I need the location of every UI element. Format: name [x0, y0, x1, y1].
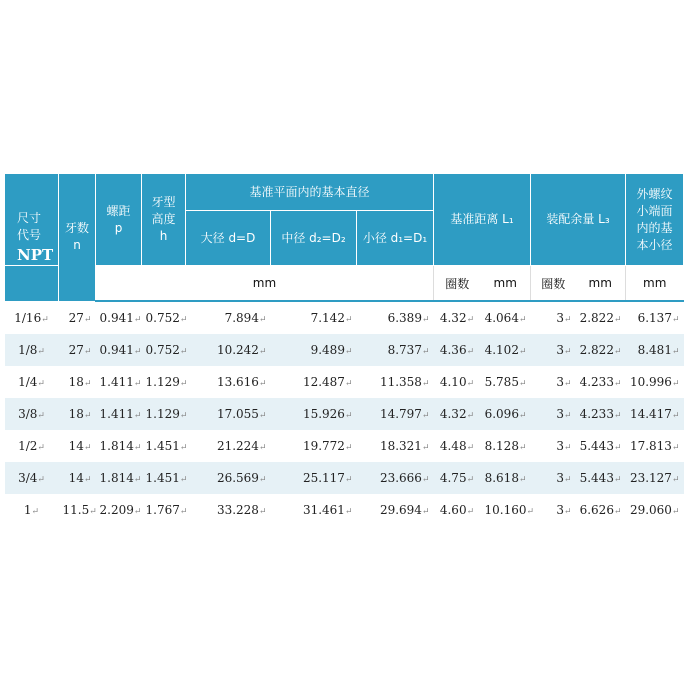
header-size: 尺寸: [17, 211, 42, 225]
cell-gauge-mm: [481, 334, 531, 366]
return-mark: ↵: [179, 379, 188, 389]
cell-value: 2.822: [579, 343, 614, 357]
cell-value: 4.233: [579, 407, 614, 421]
header-tpi-symbol: n: [73, 238, 81, 253]
return-mark: ↵: [466, 411, 475, 421]
cell-value: 5.443: [579, 439, 614, 453]
return-mark: ↵: [518, 411, 527, 421]
header-minor-diameter: 小径 d₁=D₁: [357, 211, 434, 266]
cell-gauge-mm: [481, 430, 531, 462]
cell-minor-diameter: [357, 494, 434, 526]
cell-value: 1.411: [99, 407, 134, 421]
cell-value: 1.814: [99, 471, 134, 485]
cell-value: 4.36: [439, 343, 467, 357]
cell-value: 6.389: [387, 311, 422, 325]
return-mark: ↵: [258, 411, 267, 421]
cell-value: 26.569: [216, 471, 259, 485]
cell-pitch: [96, 430, 142, 462]
return-mark: ↵: [179, 347, 188, 357]
return-mark: ↵: [258, 507, 267, 517]
cell-gauge-mm: [481, 366, 531, 398]
cell-value: 4.102: [484, 343, 519, 357]
cell-makeup-turns: [531, 462, 576, 494]
cell-pitch: [96, 301, 142, 334]
return-mark: ↵: [258, 347, 267, 357]
cell-value: 3: [556, 503, 564, 517]
cell-tpi: [59, 366, 96, 398]
header-size-code: [5, 174, 59, 266]
cell-value: 23.127: [629, 471, 672, 485]
return-mark: ↵: [466, 315, 475, 325]
table-header: [5, 174, 684, 302]
cell-value: 11.358: [379, 375, 422, 389]
cell-size: [5, 430, 59, 462]
header-pitch-diameter: 中径 d₂=D₂: [271, 211, 357, 266]
cell-major-diameter: [186, 430, 271, 462]
cell-gauge-mm: [481, 462, 531, 494]
return-mark: ↵: [37, 379, 45, 389]
cell-value: 8.481: [637, 343, 672, 357]
return-mark: ↵: [518, 347, 527, 357]
cell-makeup-turns: [531, 398, 576, 430]
cell-minor-diameter: [357, 430, 434, 462]
cell-value: 2.209: [99, 503, 134, 517]
cell-value: 6.137: [637, 311, 672, 325]
cell-value: 18: [68, 407, 84, 421]
cell-major-diameter: [186, 398, 271, 430]
cell-value: 1/2: [18, 439, 38, 453]
cell-makeup-mm: [576, 366, 626, 398]
header-tpi-label: 牙数: [64, 221, 89, 236]
cell-gauge-turns: [434, 430, 481, 462]
header-pitch: [96, 174, 142, 266]
return-mark: ↵: [37, 475, 45, 485]
cell-value: 18.321: [379, 439, 422, 453]
cell-minor-diameter: [357, 301, 434, 334]
cell-value: 5.443: [579, 471, 614, 485]
cell-value: 21.224: [216, 439, 259, 453]
cell-value: 17.055: [216, 407, 259, 421]
cell-value: 6.096: [484, 407, 519, 421]
return-mark: ↵: [671, 315, 680, 325]
header-thread-height: [142, 174, 186, 266]
unit-turns-1: 圈数: [434, 266, 481, 302]
cell-value: 4.75: [439, 471, 467, 485]
cell-value: 0.941: [99, 311, 134, 325]
return-mark: ↵: [563, 315, 572, 325]
cell-gauge-turns: [434, 301, 481, 334]
header-gauge-length: 基准距离 L₁: [434, 174, 531, 266]
cell-major-diameter: [186, 462, 271, 494]
cell-gauge-turns: [434, 366, 481, 398]
header-external-minor: [626, 174, 684, 266]
return-mark: ↵: [41, 314, 49, 325]
return-mark: ↵: [179, 315, 188, 325]
cell-external-minor: [626, 430, 684, 462]
return-mark: ↵: [466, 379, 475, 389]
npt-thread-table: [4, 173, 684, 526]
cell-value: 7.894: [224, 311, 259, 325]
cell-makeup-turns: [531, 301, 576, 334]
cell-external-minor: [626, 462, 684, 494]
cell-value: 3: [556, 343, 564, 357]
cell-makeup-mm: [576, 462, 626, 494]
return-mark: ↵: [179, 443, 188, 453]
cell-value: 3: [556, 439, 564, 453]
return-mark: ↵: [133, 347, 142, 357]
cell-makeup-mm: [576, 398, 626, 430]
cell-value: 23.666: [379, 471, 422, 485]
cell-thread-height: [142, 494, 186, 526]
cell-thread-height: [142, 334, 186, 366]
return-mark: ↵: [671, 443, 680, 453]
cell-external-minor: [626, 398, 684, 430]
cell-value: 14: [68, 471, 84, 485]
return-mark: ↵: [613, 411, 622, 421]
cell-value: 1/16: [14, 310, 42, 325]
cell-external-minor: [626, 301, 684, 334]
cell-thread-height: [142, 462, 186, 494]
return-mark: ↵: [613, 347, 622, 357]
return-mark: ↵: [133, 315, 142, 325]
return-mark: ↵: [258, 475, 267, 485]
cell-value: 4.60: [439, 503, 467, 517]
table-row: [5, 366, 684, 398]
cell-value: 29.060: [629, 503, 672, 517]
return-mark: ↵: [133, 411, 142, 421]
header-ext-line2: 小端面: [636, 203, 673, 218]
cell-value: 3/4: [18, 471, 38, 485]
return-mark: ↵: [179, 507, 188, 517]
cell-value: 3: [556, 375, 564, 389]
cell-value: 9.489: [310, 343, 345, 357]
header-tpi: [59, 174, 96, 302]
unit-mm-main: mm: [96, 266, 434, 302]
return-mark: ↵: [89, 507, 97, 517]
cell-value: 1: [23, 503, 32, 517]
cell-size: [5, 334, 59, 366]
return-mark: ↵: [526, 507, 535, 517]
return-mark: ↵: [37, 443, 45, 453]
cell-size: [5, 494, 59, 526]
return-mark: ↵: [421, 347, 430, 357]
cell-value: 19.772: [302, 439, 345, 453]
cell-minor-diameter: [357, 334, 434, 366]
cell-thread-height: [142, 398, 186, 430]
return-mark: ↵: [31, 507, 40, 517]
return-mark: ↵: [83, 443, 92, 453]
cell-gauge-turns: [434, 462, 481, 494]
cell-makeup-mm: [576, 494, 626, 526]
return-mark: ↵: [258, 379, 267, 389]
return-mark: ↵: [344, 443, 353, 453]
header-major-diameter: 大径 d=D: [186, 211, 271, 266]
return-mark: ↵: [563, 411, 572, 421]
cell-size: [5, 398, 59, 430]
cell-value: 1.129: [145, 375, 180, 389]
return-mark: ↵: [344, 475, 353, 485]
cell-size: [5, 462, 59, 494]
unit-turns-2: 圈数: [531, 266, 576, 302]
return-mark: ↵: [83, 411, 92, 421]
cell-gauge-turns: [434, 398, 481, 430]
return-mark: ↵: [421, 443, 430, 453]
cell-makeup-mm: [576, 301, 626, 334]
unit-mm-3: mm: [626, 266, 684, 302]
cell-value: 1/8: [18, 343, 38, 357]
cell-value: 3/8: [18, 407, 38, 421]
header-basic-diameters: 基准平面内的基本直径: [186, 174, 434, 211]
return-mark: ↵: [37, 347, 45, 357]
cell-minor-diameter: [357, 462, 434, 494]
return-mark: ↵: [421, 475, 430, 485]
cell-pitch-diameter: [271, 494, 357, 526]
cell-value: 8.128: [484, 439, 519, 453]
header-ext-line1: 外螺纹: [636, 186, 673, 201]
cell-tpi: [59, 430, 96, 462]
return-mark: ↵: [671, 379, 680, 389]
return-mark: ↵: [466, 475, 475, 485]
cell-major-diameter: [186, 334, 271, 366]
cell-value: 29.694: [379, 503, 422, 517]
return-mark: ↵: [613, 379, 622, 389]
return-mark: ↵: [563, 507, 572, 517]
cell-value: 8.618: [484, 471, 519, 485]
cell-value: 1.411: [99, 375, 134, 389]
return-mark: ↵: [613, 507, 622, 517]
cell-gauge-mm: [481, 301, 531, 334]
cell-major-diameter: [186, 494, 271, 526]
cell-value: 1.451: [145, 471, 180, 485]
cell-makeup-mm: [576, 334, 626, 366]
cell-value: 0.941: [99, 343, 134, 357]
header-height-symbol: h: [159, 229, 168, 243]
return-mark: ↵: [344, 411, 353, 421]
return-mark: ↵: [258, 443, 267, 453]
cell-gauge-turns: [434, 334, 481, 366]
cell-makeup-mm: [576, 430, 626, 462]
cell-value: 4.48: [439, 439, 467, 453]
return-mark: ↵: [83, 314, 92, 325]
cell-external-minor: [626, 494, 684, 526]
cell-value: 3: [556, 311, 564, 325]
cell-value: 17.813: [629, 439, 672, 453]
cell-value: 3: [556, 407, 564, 421]
return-mark: ↵: [518, 379, 527, 389]
cell-tpi: [59, 462, 96, 494]
return-mark: ↵: [83, 347, 92, 357]
return-mark: ↵: [421, 315, 430, 325]
npt-thread-table-container: [4, 173, 683, 526]
cell-value: 6.626: [579, 503, 614, 517]
unit-mm-1: mm: [481, 266, 531, 302]
header-npt: NPT: [17, 246, 54, 264]
cell-size: [5, 366, 59, 398]
return-mark: ↵: [421, 507, 430, 517]
table-row: [5, 430, 684, 462]
header-code: 代号: [17, 228, 42, 242]
return-mark: ↵: [563, 347, 572, 357]
return-mark: ↵: [258, 315, 267, 325]
cell-pitch-diameter: [271, 334, 357, 366]
table-row: [5, 398, 684, 430]
cell-value: 4.064: [484, 311, 519, 325]
cell-pitch: [96, 398, 142, 430]
return-mark: ↵: [344, 379, 353, 389]
return-mark: ↵: [518, 475, 527, 485]
cell-gauge-turns: [434, 494, 481, 526]
cell-value: 1.767: [145, 503, 180, 517]
cell-pitch-diameter: [271, 462, 357, 494]
cell-size: [5, 301, 59, 334]
cell-value: 4.32: [439, 407, 467, 421]
cell-pitch: [96, 334, 142, 366]
return-mark: ↵: [133, 507, 142, 517]
cell-value: 4.233: [579, 375, 614, 389]
cell-value: 14.797: [379, 407, 422, 421]
return-mark: ↵: [179, 411, 188, 421]
cell-value: 4.10: [439, 375, 467, 389]
cell-makeup-turns: [531, 430, 576, 462]
cell-tpi: [59, 494, 96, 526]
cell-value: 27: [68, 310, 84, 325]
return-mark: ↵: [179, 475, 188, 485]
return-mark: ↵: [466, 347, 475, 357]
cell-pitch: [96, 494, 142, 526]
return-mark: ↵: [518, 315, 527, 325]
table-body: [5, 301, 684, 526]
header-height-line2: 高度: [151, 212, 176, 226]
cell-value: 18: [68, 375, 84, 389]
cell-value: 12.487: [302, 375, 345, 389]
return-mark: ↵: [671, 507, 680, 517]
header-ext-line3: 内的基: [636, 220, 673, 235]
cell-pitch-diameter: [271, 366, 357, 398]
return-mark: ↵: [344, 315, 353, 325]
return-mark: ↵: [421, 379, 430, 389]
cell-value: 1.814: [99, 439, 134, 453]
return-mark: ↵: [133, 379, 142, 389]
cell-value: 2.822: [579, 311, 614, 325]
cell-pitch: [96, 366, 142, 398]
cell-gauge-mm: [481, 494, 535, 526]
cell-pitch-diameter: [271, 398, 357, 430]
header-size-blank: [5, 266, 59, 302]
cell-major-diameter: [186, 301, 271, 334]
cell-value: 27: [68, 343, 84, 357]
cell-value: 31.461: [302, 503, 345, 517]
cell-tpi: [59, 301, 96, 334]
return-mark: ↵: [83, 475, 92, 485]
cell-value: 15.926: [302, 407, 345, 421]
cell-tpi: [59, 398, 96, 430]
cell-value: 0.752: [145, 343, 180, 357]
table-row: [5, 494, 684, 526]
return-mark: ↵: [671, 411, 680, 421]
cell-thread-height: [142, 301, 186, 334]
cell-value: 10.996: [629, 375, 672, 389]
cell-value: 14: [68, 439, 84, 453]
cell-value: 14.417: [629, 407, 672, 421]
cell-value: 13.616: [216, 375, 259, 389]
cell-value: 0.752: [145, 311, 180, 325]
cell-value: 3: [556, 471, 564, 485]
return-mark: ↵: [133, 475, 142, 485]
cell-thread-height: [142, 366, 186, 398]
unit-mm-2: mm: [576, 266, 626, 302]
header-pitch-symbol: p: [114, 220, 123, 235]
cell-value: 10.160: [484, 503, 527, 517]
cell-value: 7.142: [310, 311, 345, 325]
cell-pitch-diameter: [271, 301, 357, 334]
header-pitch-label: 螺距: [106, 203, 131, 218]
cell-makeup-turns: [531, 366, 576, 398]
cell-major-diameter: [186, 366, 271, 398]
cell-external-minor: [626, 366, 684, 398]
return-mark: ↵: [133, 443, 142, 453]
return-mark: ↵: [563, 475, 572, 485]
return-mark: ↵: [518, 443, 527, 453]
return-mark: ↵: [344, 347, 353, 357]
return-mark: ↵: [613, 443, 622, 453]
cell-gauge-mm: [481, 398, 531, 430]
table-row: [5, 301, 684, 334]
return-mark: ↵: [344, 507, 353, 517]
return-mark: ↵: [613, 475, 622, 485]
return-mark: ↵: [563, 443, 572, 453]
return-mark: ↵: [671, 347, 680, 357]
cell-makeup-turns: [531, 494, 576, 526]
cell-value: 1.451: [145, 439, 180, 453]
header-make-up: 装配余量 L₃: [531, 174, 626, 266]
cell-value: 10.242: [216, 343, 259, 357]
cell-pitch: [96, 462, 142, 494]
cell-tpi: [59, 334, 96, 366]
cell-value: 33.228: [216, 503, 259, 517]
cell-value: 8.737: [387, 343, 422, 357]
cell-minor-diameter: [357, 398, 434, 430]
cell-value: 11.5: [62, 503, 90, 517]
return-mark: ↵: [466, 443, 475, 453]
cell-value: 5.785: [484, 375, 519, 389]
header-height-line1: 牙型: [151, 195, 176, 209]
cell-thread-height: [142, 430, 186, 462]
cell-value: 4.32: [439, 311, 467, 325]
return-mark: ↵: [421, 411, 430, 421]
return-mark: ↵: [83, 379, 92, 389]
cell-pitch-diameter: [271, 430, 357, 462]
cell-minor-diameter: [357, 366, 434, 398]
return-mark: ↵: [466, 507, 475, 517]
table-row: [5, 462, 684, 494]
cell-makeup-turns: [531, 334, 576, 366]
return-mark: ↵: [37, 411, 45, 421]
cell-value: 1.129: [145, 407, 180, 421]
header-ext-line4: 本小径: [636, 237, 673, 252]
cell-external-minor: [626, 334, 684, 366]
return-mark: ↵: [671, 475, 680, 485]
return-mark: ↵: [563, 379, 572, 389]
return-mark: ↵: [613, 315, 622, 325]
cell-value: 25.117: [302, 471, 345, 485]
table-row: [5, 334, 684, 366]
cell-value: 1/4: [18, 375, 38, 389]
